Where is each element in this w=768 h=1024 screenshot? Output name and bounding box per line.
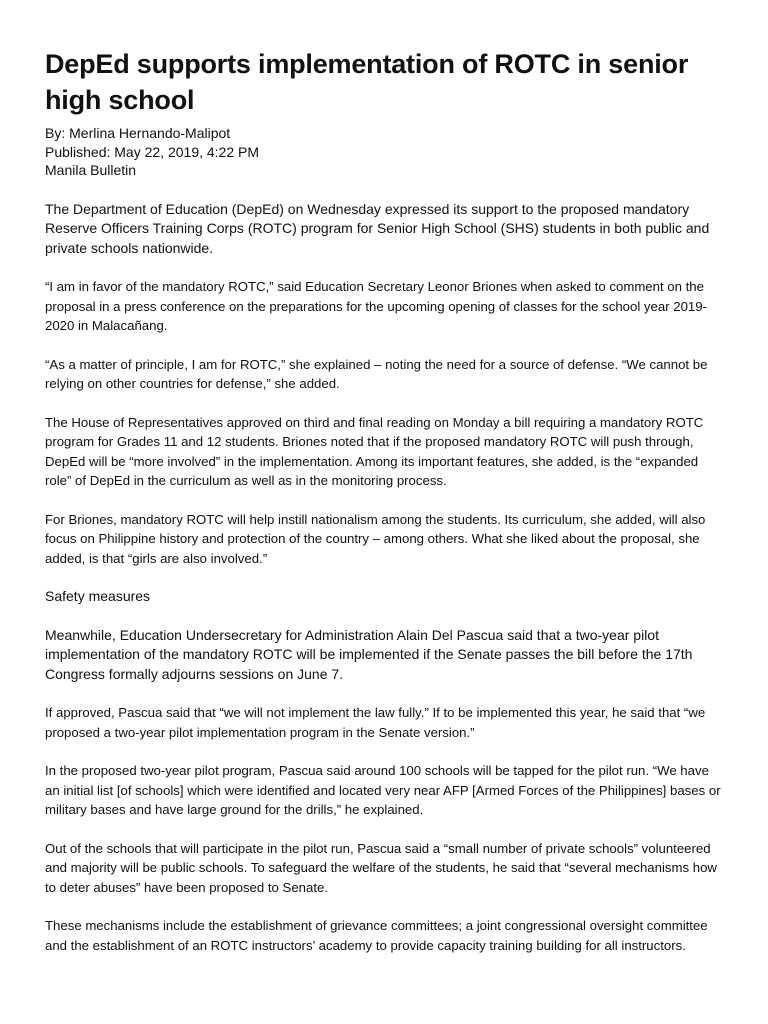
paragraph-4: The House of Representatives approved on third and final reading on Monday a bill requiring a mandatory ROTC program for Grades 11 and 12 students. Briones noted that if the proposed mandatory ROTC will push through, DepEd will be “more involved” in the implementation. Among its important features, she added, is the “expanded role” of DepEd in the curriculum as well as in the monitoring process. <box>45 414 704 488</box>
paragraph-10: These mechanisms include the establishment of grievance committees; a joint congressional oversight committee and the establishment of an ROTC instructors’ academy to provide capacity training building for all instructors. <box>45 918 708 953</box>
paragraph-1: The Department of Education (DepEd) on Wednesday expressed its support to the proposed mandatory Reserve Officers Training Corps (ROTC) program for Senior High School (SHS) students in both public and private schools nationwide. <box>45 200 710 256</box>
published-date: Published: May 22, 2019, 4:22 PM <box>45 143 260 160</box>
article-meta <box>45 124 725 180</box>
paragraph-5: For Briones, mandatory ROTC will help instill nationalism among the students. Its curriculum, she added, will also focus on Philippine history and protection of the country – among others. What she liked about the proposal, she added, is that “girls are also involved.” <box>45 511 706 566</box>
paragraph-2: “I am in favor of the mandatory ROTC,” said Education Secretary Leonor Briones when asked to comment on the proposal in a press conference on the preparations for the upcoming opening of classes for the school year 2019-2020 in Malacañang. <box>45 279 707 333</box>
paragraph-8: In the proposed two-year pilot program, Pascua said around 100 schools will be tapped for the pilot run. “We have an initial list [of schools] which were identified and located very near AFP [Armed Forces of the Philippines] bases or military bases and have large ground for the drills,” he explained. <box>45 763 721 817</box>
paragraph-3: “As a matter of principle, I am for ROTC,” she explained – noting the need for a source of defense. “We cannot be relying on other countries for defense,” she added. <box>45 356 708 391</box>
paragraph-6: Meanwhile, Education Undersecretary for Administration Alain Del Pascua said that a two-year pilot implementation of the mandatory ROTC will be implemented if the Senate passes the bill before the 17th Congress formally adjourns sessions on June 7. <box>45 626 693 682</box>
section-heading-safety-measures: Safety measures <box>45 588 151 604</box>
paragraph-9: Out of the schools that will participate in the pilot run, Pascua said a “small number of private schools” volunteered and majority will be public schools. To safeguard the welfare of the students, he said that “several mechanisms how to deter abuses” have been proposed to Senate. <box>45 840 717 895</box>
source-name: Manila Bulletin <box>45 162 137 178</box>
article <box>45 46 725 974</box>
paragraph-7: If approved, Pascua said that “we will not implement the law fully.” If to be implemented this year, he said that “we proposed a two-year pilot implementation program in the Senate version.” <box>45 705 706 740</box>
byline: By: Merlina Hernando-Malipot <box>45 125 231 141</box>
article-title: DepEd supports implementation of ROTC in senior high school <box>45 49 689 115</box>
